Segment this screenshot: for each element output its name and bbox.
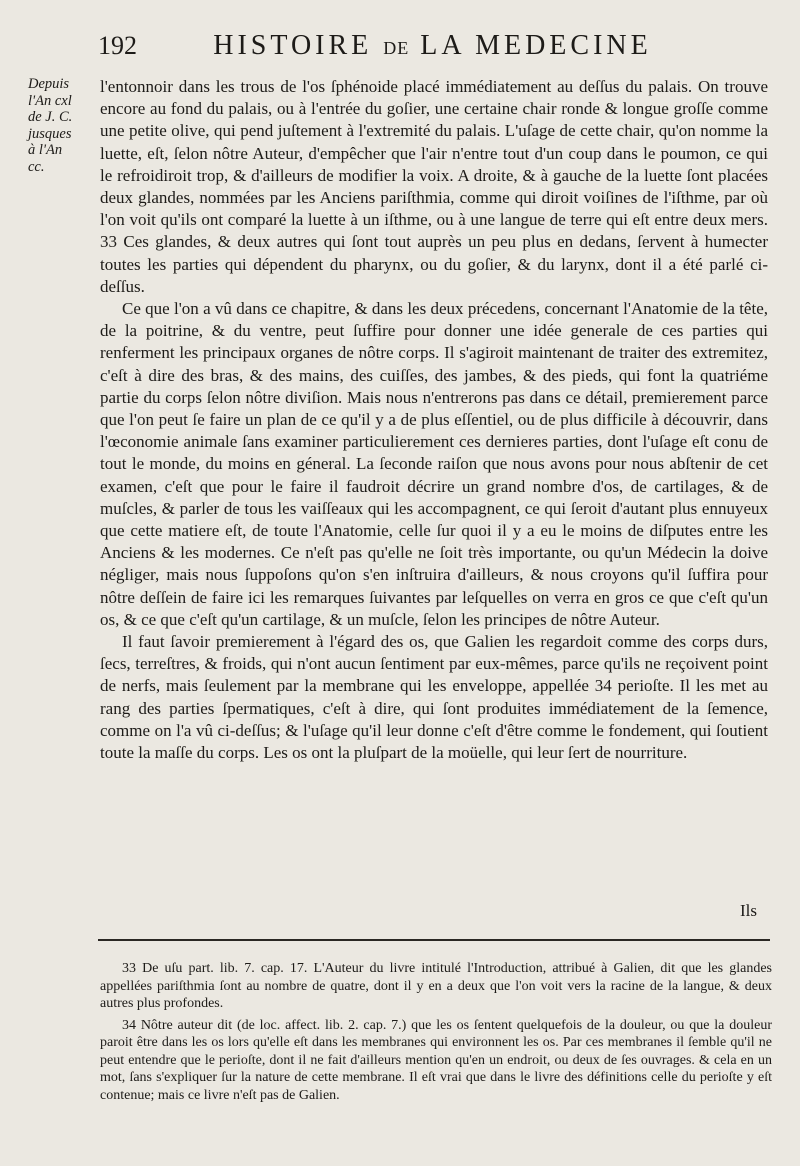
footnotes — [100, 960, 772, 1108]
margin-note — [28, 76, 92, 176]
paragraph-luette: l'entonnoir dans les trous de l'os ſphénoide placé immédiatement au deſſus du palais. On trouve encore au fond du palais, ou à l'entrée du goſier, une certaine chair ronde & longue groſſe comme une petite olive, qui pend juſtement à l'extremité du palais. L'uſage de cette chair, qu'on nomme la luette, eſt, ſelon nôtre Auteur, d'empêcher que l'air n'entre tout d'un coup dans le poumon, ce qui le refroidiroit trop, & d'ailleurs de modifier la voix. A droite, & à gauche de la luette ſont placées deux glandes, nommées par les Anciens pariſthmia, comme qui diroit voiſines de l'iſthme, par où l'on voit qu'ils ont comparé la luette à un iſthme, ou à une langue de terre qui eſt entre deux mers. 33 Ces glandes, & deux autres qui ſont tout auprès un peu plus en dedans, ſervent à humecter toutes les parties qui dépendent du pharynx, ou du goſier, & du larynx, dont il a été parlé ci-deſſus. — [100, 77, 768, 296]
page-number: 192 — [98, 31, 137, 60]
margin-note-line: de J. C. — [28, 109, 73, 126]
footnote-33: 33 De uſu part. lib. 7. cap. 17. L'Auteur du livre intitulé l'Introduction, attribué à Galien, dit que les glandes appellées pariſthmia ſont au nombre de quatre, dont il y en a deux que l'on voit vers la racine de la langue, & deux autres plus profondes. — [100, 961, 772, 1011]
footnote-rule — [98, 939, 770, 941]
paragraph-os: Il faut ſavoir premierement à l'égard des os, que Galien les regardoit comme des corps durs, ſecs, terreſtres, & froids, qui n'ont aucun ſentiment par eux-mêmes, parce qu'ils ne reçoivent point de nerfs, mais ſeulement par la membrane qui les enveloppe, appellée 34 perioſte. Il les met au rang des parties ſpermatiques, c'eſt à dire, qui ſont produites immédiatement de la ſemence, comme on l'a vû ci-deſſus; & l'uſage qu'il leur donne c'eſt d'être comme le fondement, qui ſoutient toute la maſſe du corps. Les os ont la pluſpart de la moüelle, qui leur ſert de nourriture. — [100, 632, 768, 763]
title-word-histoire: HISTOIRE — [213, 30, 373, 61]
margin-note-line: à l'An — [28, 142, 63, 159]
title-word-medecine: MEDECINE — [475, 30, 652, 61]
running-title — [155, 30, 710, 62]
title-word-la: LA — [420, 30, 465, 61]
margin-note-line: jusques — [28, 125, 72, 142]
catchword: Ils — [740, 901, 757, 920]
running-header — [98, 30, 710, 70]
title-word-de: DE — [383, 38, 410, 58]
paragraph-extremitez: Ce que l'on a vû dans ce chapitre, & dans les deux précedens, concernant l'Anatomie de la tête, de la poitrine, & du ventre, peut ſuffire pour donner une idée generale de ces parties qui renferment les principaux organes de nôtre corps. Il s'agiroit maintenant de traiter des extremitez, c'eſt à dire des bras, & des mains, des cuiſſes, des jambes, & des pieds, qui font la quatriéme partie du corps ſelon nôtre diviſion. Mais nous n'entrerons pas dans ce détail, premierement parce que l'on peut ſe faire un plan de ce qu'il y a de plus eſſentiel, ou de plus difficile à découvrir, dans l'œconomie animale ſans examiner particulierement ces dernieres parties, dont l'uſage eſt conu de tout le monde, du moins en géneral. La ſeconde raiſon que nous avons pour nous abſtenir de cet examen, c'eſt que pour le faire il faudroit décrire un grand nombre d'os, de cartilages, & de muſcles, & parler de tous les vaiſſeaux qui les accompagnent, ce qui ſeroit d'autant plus ennuyeux que cette matiere eſt, de toute l'Anatomie, celle ſur quoi il y a eu le moins de diſputes entre les Anciens & les modernes. Ce n'eſt pas qu'elle ne ſoit très importante, ou qu'un Médecin la doive négliger, mais nous ſuppoſons qu'on s'en inſtruira d'ailleurs, & nous croyons qu'il ſuffira pour nôtre deſſein de faire ici les remarques ſuivantes par leſquelles on verra en gros ce que c'eſt qu'un os, & ce que c'eſt qu'un cartilage, & un muſcle, ſelon les principes de nôtre Auteur. — [100, 299, 768, 629]
footnote-34: 34 Nôtre auteur dit (de loc. affect. lib. 2. cap. 7.) que les os ſentent quelquefois de la douleur, ou que la douleur paroit être dans les os lors qu'elle eſt dans les membranes qui environnent les os. Par ces membranes il ſemble qu'il ne peut entendre que le perioſte, dont il ne fait d'ailleurs mention qu'en un endroit, ou deux de ſes ouvrages. & cela en un mot, ſans s'expliquer ſur la nature de cette membrane. Il eſt vrai que dans le livre des définitions celle du perioſte y eſt contenue; mais ce livre n'eſt pas de Galien. — [100, 1017, 772, 1103]
main-text — [100, 76, 768, 764]
margin-note-line: Depuis — [28, 76, 70, 92]
margin-note-line: cc. — [28, 158, 45, 175]
margin-note-line: l'An cxl — [28, 92, 72, 109]
